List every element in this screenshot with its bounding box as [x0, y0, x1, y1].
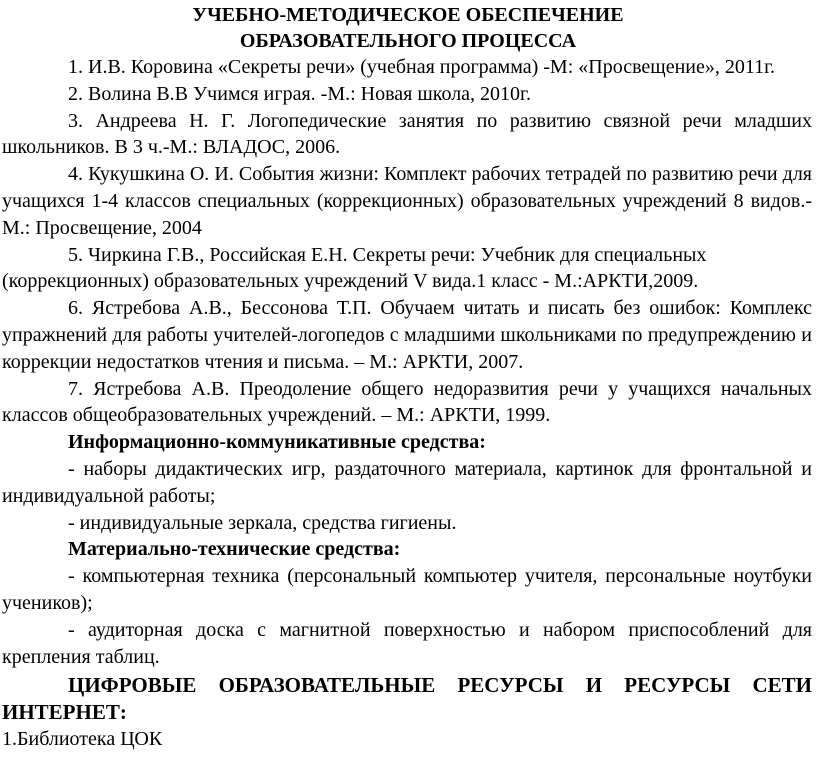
literature-item-7: 7. Ястребова А.В. Преодоление общего недоразвития речи у учащихся начальных классов общеобразовательных учреждений. – М.: АРКТИ, 1999. — [2, 377, 812, 427]
info-means-item-2: - индивидуальные зеркала, средства гигиены. — [68, 511, 457, 534]
material-means-item-1: - компьютерная техника (персональный компьютер учителя, персональные ноутбуки учеников); — [2, 565, 812, 614]
literature-item-6: 6. Ястребова А.В., Бессонова Т.П. Обучаем читать и писать без ошибок: Комплекс упражнений для работы учителей-логопедов с младшими школьниками по предупреждению и коррекции недостатков чтения и письма. – М.: АРКТИ, 2007. — [2, 297, 812, 373]
literature-item-3: 3. Андреева Н. Г. Логопедические занятия по развитию связной речи младших школьников. В 3 ч.-М.: ВЛАДОС, 2006. — [2, 109, 812, 159]
info-means-item-1: - наборы дидактических игр, раздаточного материала, картинок для фронтальной и индивидуальной работы; — [2, 457, 812, 507]
material-means-item-2: - аудиторная доска с магнитной поверхностью и набором приспособлений для крепления таблиц. — [2, 618, 812, 668]
digital-resources-heading: ЦИФРОВЫЕ ОБРАЗОВАТЕЛЬНЫЕ РЕСУРСЫ И РЕСУРСЫ СЕТИ ИНТЕРНЕТ: — [2, 673, 812, 725]
literature-item-2: 2. Волина В.В Учимся играя. -М.: Новая школа, 2010г. — [68, 82, 531, 105]
document-body — [2, 54, 812, 753]
literature-item-5: 5. Чиркина Г.В., Российская Е.Н. Секреты речи: Учебник для специальных (коррекционных) образовательных учреждений V вида.1 класс - М.:АРКТИ,2009. — [2, 243, 707, 293]
digital-resource-item-1: 1.Библиотека ЦОК — [2, 728, 163, 751]
info-means-heading: Информационно-коммуникативные средства: — [68, 431, 486, 454]
page-title-line-1: УЧЕБНО-МЕТОДИЧЕСКОЕ ОБЕСПЕЧЕНИЕ — [192, 4, 624, 26]
literature-item-4: 4. Кукушкина О. И. События жизни: Комплект рабочих тетрадей по развитию речи для учащихся 1-4 классов специальных (коррекционных) образовательных учреждений 8 видов.- М.: Просвещение, 2004 — [2, 163, 812, 239]
literature-item-1: 1. И.В. Коровина «Секреты речи» (учебная программа) -М: «Просвещение», 2011г. — [68, 56, 776, 78]
material-means-heading: Материально-технические средства: — [68, 538, 401, 561]
page-title-line-2: ОБРАЗОВАТЕЛЬНОГО ПРОЦЕССА — [239, 30, 577, 52]
